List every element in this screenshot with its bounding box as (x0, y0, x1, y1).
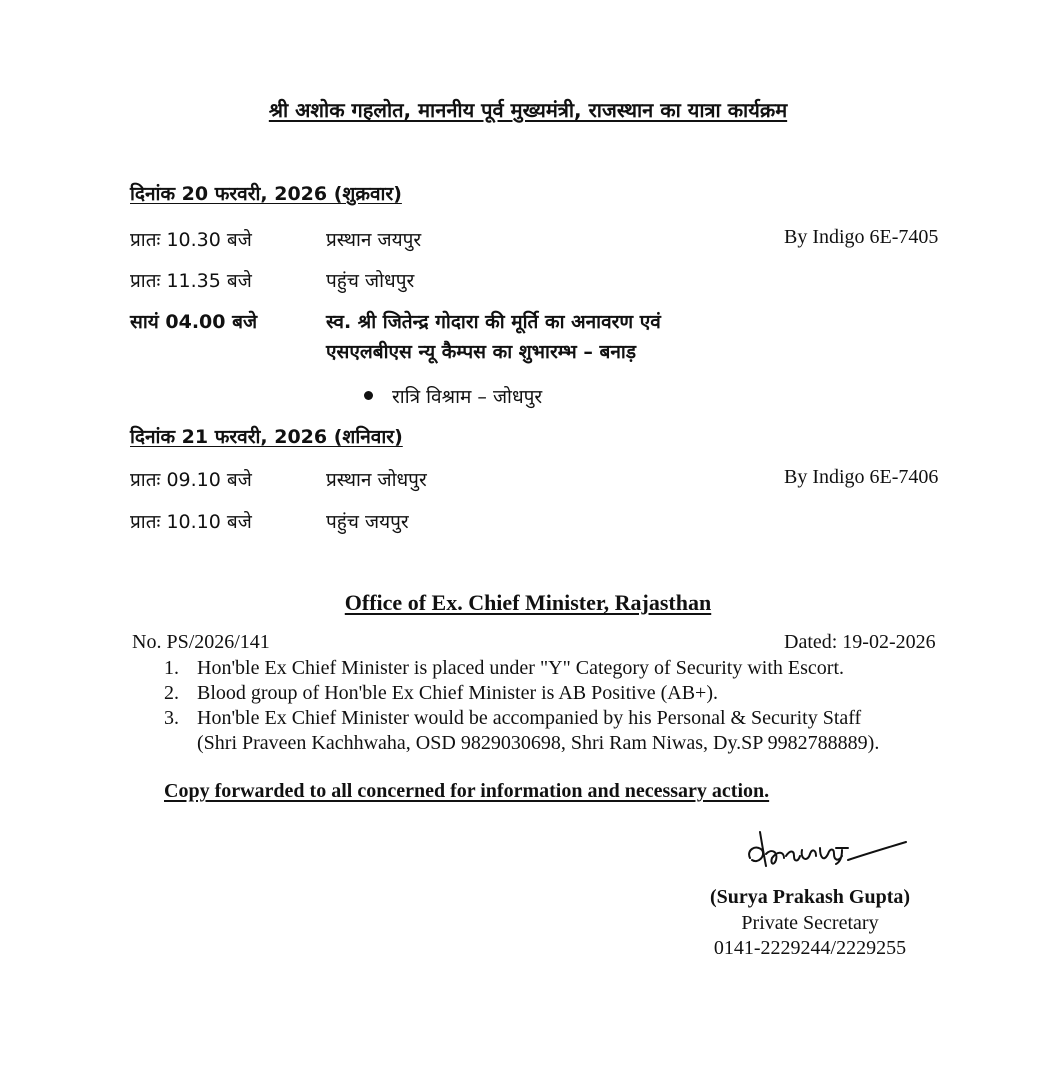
document-date: Dated: 19-02-2026 (784, 631, 936, 653)
day2-date-heading: दिनांक 21 फरवरी, 2026 (शनिवार) (130, 426, 403, 448)
day2-entry2-event: पहुंच जयपुर (326, 511, 409, 533)
signatory-name: (Surya Prakash Gupta) (709, 886, 911, 908)
day2-entry1-event: प्रस्थान जोधपुर (326, 469, 427, 491)
day1-entry3-event-line1: स्व. श्री जितेन्द्र गोदारा की मूर्ति का अनावरण एवं (326, 311, 661, 333)
bullet-icon (364, 391, 373, 400)
day1-entry1-time: प्रातः 10.30 बजे (130, 229, 252, 251)
handwritten-signature (736, 820, 916, 880)
day2-entry2-time: प्रातः 10.10 बजे (130, 511, 252, 533)
signatory-designation: Private Secretary (741, 912, 879, 934)
itinerary-title: श्री अशोक गहलोत, माननीय पूर्व मुख्यमंत्री, राजस्थान का यात्रा कार्यक्रम (268, 98, 788, 122)
day2-entry1-time: प्रातः 09.10 बजे (130, 469, 252, 491)
reference-number: No. PS/2026/141 (132, 631, 270, 653)
day2-entry1-flight: By Indigo 6E-7406 (784, 466, 939, 488)
point3-text: Hon'ble Ex Chief Minister would be accompanied by his Personal & Security Staff (197, 707, 862, 729)
point1-text: Hon'ble Ex Chief Minister is placed under "Y" Category of Security with Escort. (197, 657, 845, 679)
point3-number: 3. (164, 707, 179, 729)
day1-date-heading: दिनांक 20 फरवरी, 2026 (शुक्रवार) (130, 183, 402, 205)
day1-entry1-flight: By Indigo 6E-7405 (784, 226, 939, 248)
point2-number: 2. (164, 682, 179, 704)
signatory-phone: 0141-2229244/2229255 (713, 937, 907, 959)
point1-number: 1. (164, 657, 179, 679)
office-title: Office of Ex. Chief Minister, Rajasthan (344, 590, 712, 615)
copy-forwarded-note: Copy forwarded to all concerned for information and necessary action. (164, 780, 770, 802)
point2-text: Blood group of Hon'ble Ex Chief Minister is AB Positive (AB+). (197, 682, 718, 704)
day1-entry1-event: प्रस्थान जयपुर (326, 229, 422, 251)
day1-entry2-time: प्रातः 11.35 बजे (130, 270, 252, 292)
point3-text-continued: (Shri Praveen Kachhwaha, OSD 9829030698, Shri Ram Niwas, Dy.SP 9982788889). (197, 732, 880, 754)
day1-entry2-event: पहुंच जोधपुर (326, 270, 415, 292)
day1-entry3-event-line2: एसएलबीएस न्यू कैम्पस का शुभारम्भ – बनाड़ (326, 341, 636, 363)
day1-entry3-time: सायं 04.00 बजे (130, 311, 258, 333)
day1-night-stay: रात्रि विश्राम – जोधपुर (392, 386, 543, 408)
